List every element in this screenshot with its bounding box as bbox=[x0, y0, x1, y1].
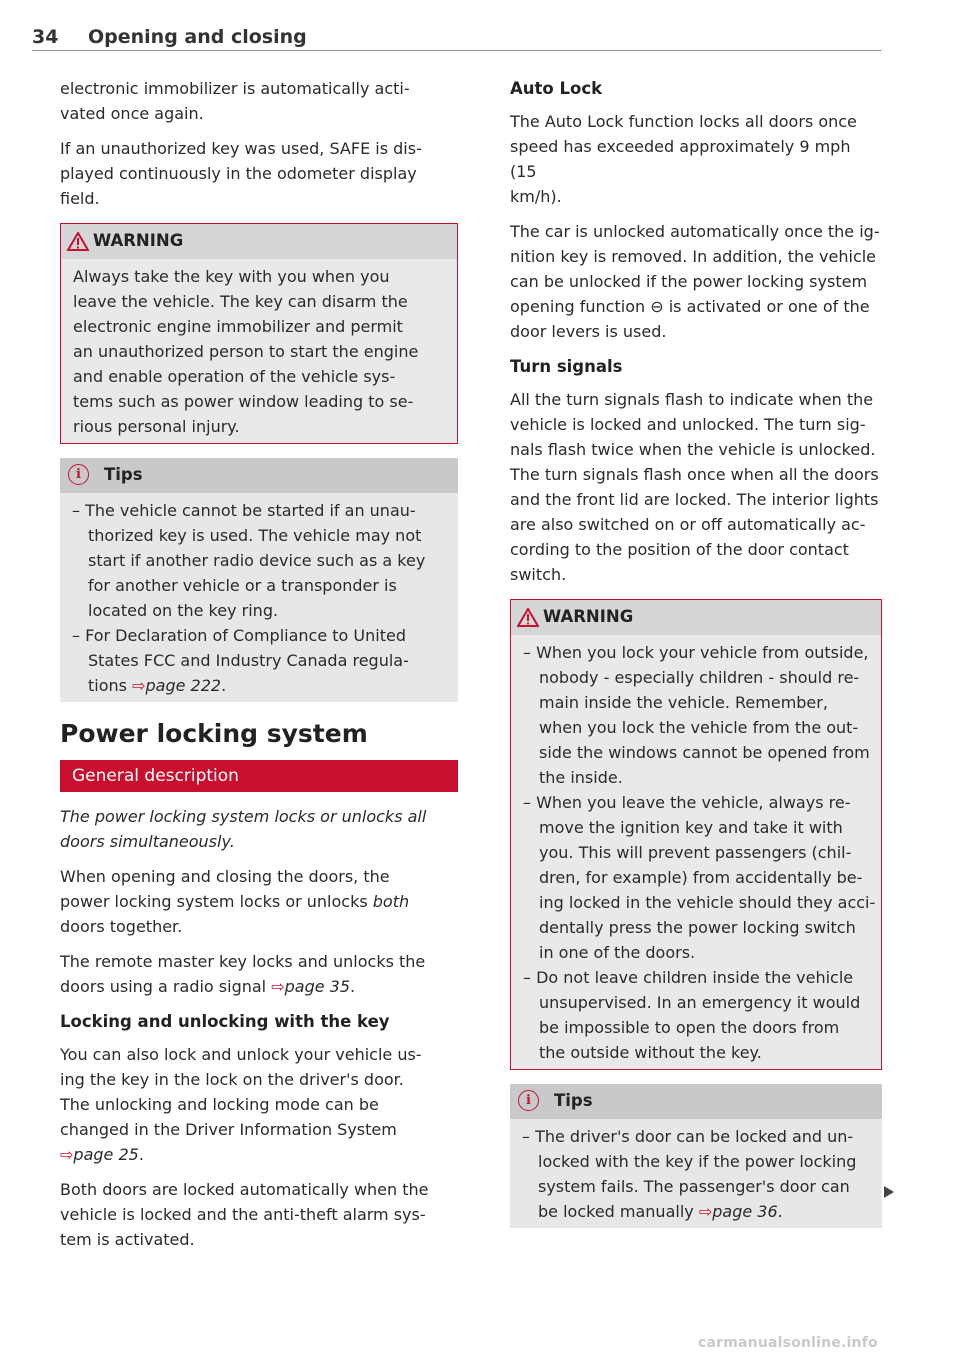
heading-auto-lock: Auto Lock bbox=[510, 79, 603, 98]
tips-body bbox=[510, 1119, 882, 1228]
info-icon: i bbox=[518, 1090, 539, 1111]
paragraph-opening: When opening and closing the doors, the power locking system locks or unlocks both doors together. bbox=[60, 867, 410, 936]
page-number: 34 bbox=[32, 26, 59, 48]
left-column bbox=[60, 76, 458, 1262]
paragraph-turn-signals: All the turn signals flash to indicate when the vehicle is locked and unlocked. The turn sig- nals flash twice when the vehicle is unlocked. The turn signals flash once when all the doors and the front lid are locked. The interior lights are also switched on or off automatically ac- cording to the position of the door contact switch. bbox=[510, 390, 879, 584]
paragraph-immobilizer: electronic immobilizer is automatically acti- vated once again. bbox=[60, 79, 410, 123]
paragraph-safe: If an unauthorized key was used, SAFE is dis- played continuously in the odometer display field. bbox=[60, 139, 422, 208]
page-reference-link[interactable]: ⇨page 36 bbox=[698, 1202, 778, 1221]
paragraph-both-doors: Both doors are locked automatically when the vehicle is locked and the anti-theft alarm sys- tem is activated. bbox=[60, 1180, 429, 1249]
paragraph-remote: The remote master key locks and unlocks the doors using a radio signal ⇨page 35. bbox=[60, 952, 426, 996]
heading-lock-key: Locking and unlocking with the key bbox=[60, 1012, 390, 1031]
section-title: Opening and closing bbox=[88, 26, 307, 48]
info-icon: i bbox=[68, 464, 89, 485]
tips-box bbox=[510, 1084, 882, 1228]
warning-header bbox=[61, 224, 457, 259]
watermark: carmanualsonline.info bbox=[698, 1335, 878, 1351]
warning-body: Always take the key with you when you leave the vehicle. The key can disarm the electronic engine immobilizer and permit an unauthorized person to start the engine and enable operation of the vehicle sys- tems such as power window leading to se- rious personal injury. bbox=[61, 259, 457, 443]
unlock-symbol-icon: ⊖ bbox=[650, 297, 664, 316]
subsection-bar: General description bbox=[60, 760, 458, 792]
heading-turn-signals: Turn signals bbox=[510, 357, 623, 376]
page-reference-link[interactable]: ⇨page 222 bbox=[132, 676, 222, 695]
continue-arrow-icon bbox=[884, 1186, 894, 1198]
section-heading: Power locking system bbox=[60, 719, 368, 748]
tips-header bbox=[60, 458, 458, 493]
warning-title: WARNING bbox=[543, 607, 634, 626]
tips-body bbox=[60, 493, 458, 702]
intro-italic: The power locking system locks or unlocks all doors simultaneously. bbox=[60, 807, 427, 851]
warning-title: WARNING bbox=[93, 231, 184, 250]
warning-item: – When you lock your vehicle from outside, nobody - especially children - should re- main inside the vehicle. Remember, when you lock the vehicle from the out- side the windows cannot be opened from the inside. bbox=[523, 643, 870, 787]
warning-item: – When you leave the vehicle, always re- move the ignition key and take it with you. This will prevent passengers (chil- dren, for example) from accidentally be- ing locked in the vehicle should they acci- dentally press the power locking switch in one of the doors. bbox=[523, 793, 876, 962]
warning-box bbox=[510, 599, 882, 1070]
arrow-icon: ⇨ bbox=[271, 977, 285, 996]
tips-item: – The driver's door can be locked and un- locked with the key if the power locking system fails. The passenger's door can be locked manually ⇨page 36. bbox=[522, 1127, 857, 1221]
warning-triangle-icon bbox=[67, 232, 89, 251]
page-reference-link[interactable]: ⇨page 35 bbox=[271, 977, 351, 996]
warning-box bbox=[60, 223, 458, 444]
paragraph-lock-key: You can also lock and unlock your vehicle us- ing the key in the lock on the driver's door. The unlocking and locking mode can be changed in the Driver Information System ⇨page 25. bbox=[60, 1045, 422, 1164]
page-header bbox=[32, 22, 882, 51]
page-reference-link[interactable]: ⇨page 25 bbox=[60, 1145, 139, 1164]
arrow-icon: ⇨ bbox=[132, 676, 146, 695]
right-column bbox=[510, 76, 882, 1244]
tips-item: – For Declaration of Compliance to United States FCC and Industry Canada regula- tions ⇨page 222. bbox=[72, 626, 409, 695]
tips-header bbox=[510, 1084, 882, 1119]
warning-body bbox=[511, 635, 881, 1069]
paragraph-unlock: The car is unlocked automatically once the ig- nition key is removed. In addition, the vehicle can be unlocked if the power locking system opening function ⊖ is activated or one of the door levers is used. bbox=[510, 222, 880, 341]
arrow-icon: ⇨ bbox=[60, 1145, 74, 1164]
warning-item: – Do not leave children inside the vehicle unsupervised. In an emergency it would be impossible to open the doors from the outside without the key. bbox=[523, 968, 861, 1062]
tips-title: Tips bbox=[104, 465, 143, 484]
tips-box bbox=[60, 458, 458, 702]
warning-triangle-icon bbox=[517, 608, 539, 627]
warning-header bbox=[511, 600, 881, 635]
paragraph-auto-lock: The Auto Lock function locks all doors once speed has exceeded approximately 9 mph (15 km/h). bbox=[510, 112, 857, 206]
tips-item: – The vehicle cannot be started if an unau- thorized key is used. The vehicle may not start if another radio device such as a key for another vehicle or a transponder is located on the key ring. bbox=[72, 501, 426, 620]
arrow-icon: ⇨ bbox=[698, 1202, 713, 1221]
tips-title: Tips bbox=[554, 1091, 593, 1110]
